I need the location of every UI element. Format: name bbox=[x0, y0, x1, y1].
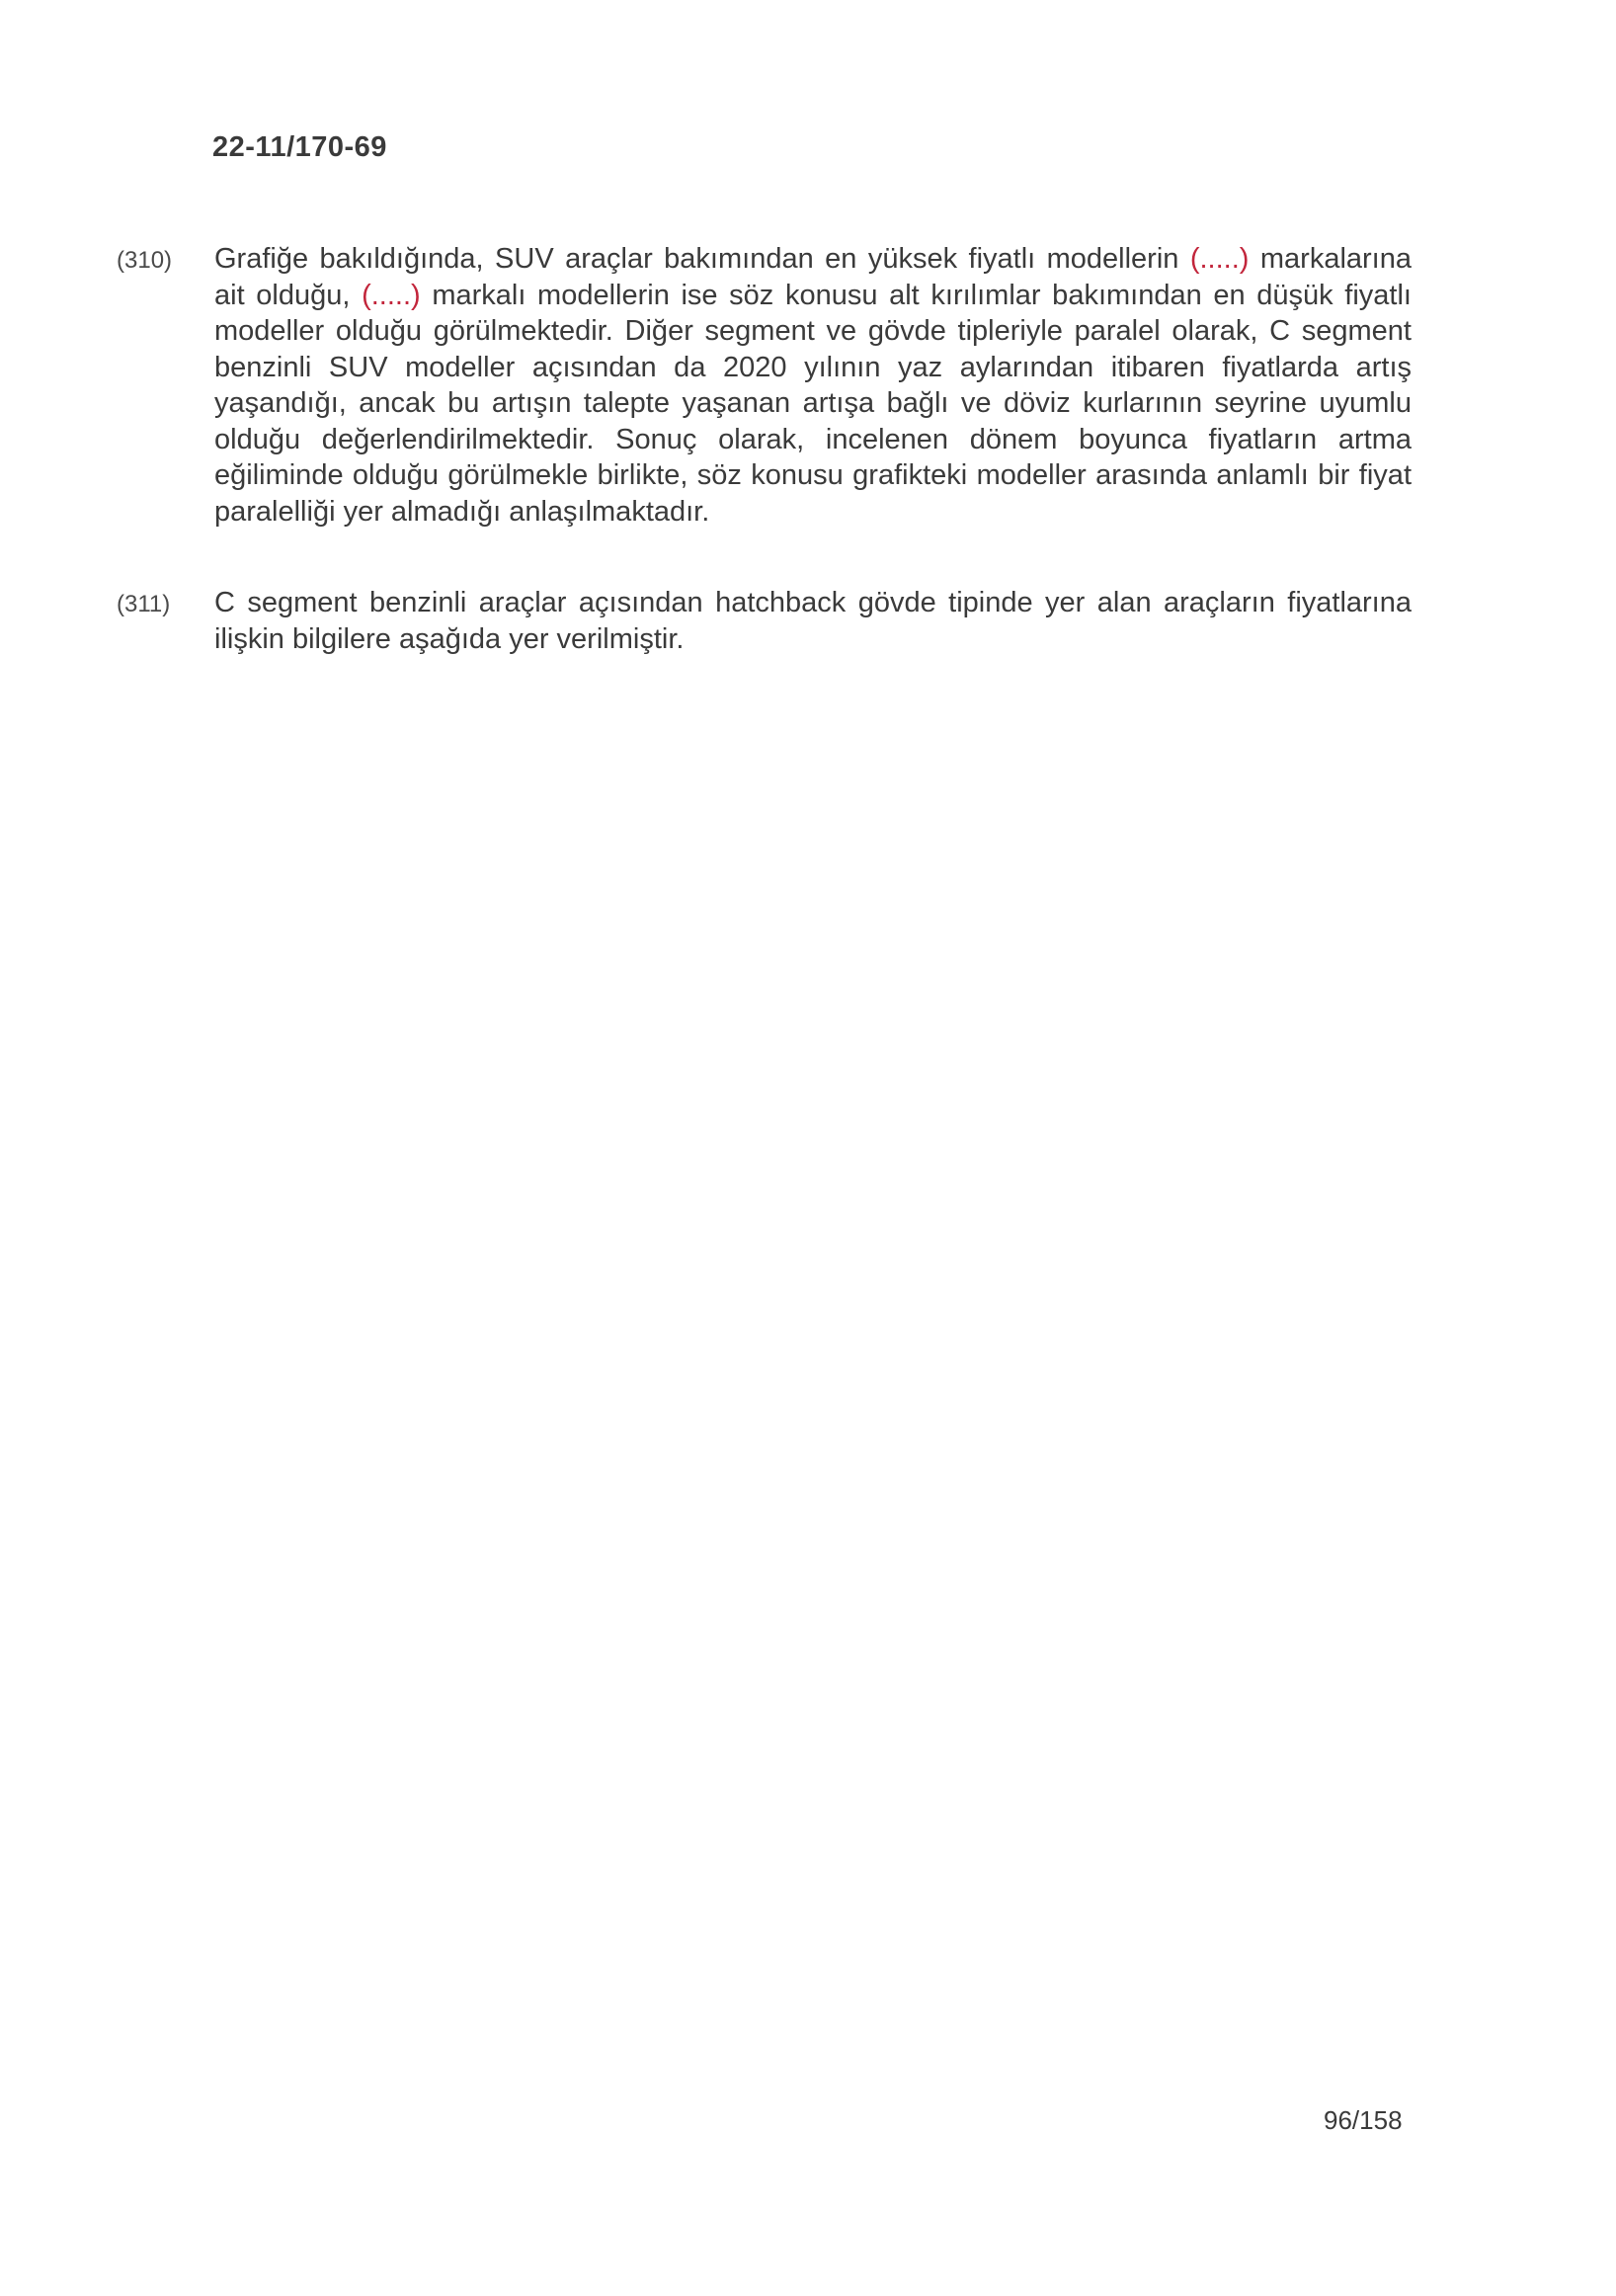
paragraph-number: (310) bbox=[117, 247, 173, 274]
page-number: 96/158 bbox=[1324, 2105, 1403, 2135]
text-segment: Grafiğe bakıldığında, SUV araçlar bakımından en yüksek fiyatlı modellerin bbox=[214, 243, 1190, 275]
paragraph-text bbox=[214, 241, 1412, 530]
text-segment: markalarına ait olduğu, bbox=[214, 243, 1412, 311]
redacted-brand-mark: (.....) bbox=[1189, 243, 1250, 275]
paragraph-text: C segment benzinli araçlar açısından hatchback gövde tipinde yer alan araçların fiyatlarına ilişkin bilgilere aşağıda yer verilmiştir. bbox=[214, 587, 1412, 655]
redacted-brand-mark: (.....) bbox=[362, 279, 421, 311]
document-number: 22-11/170-69 bbox=[212, 131, 387, 163]
paragraph-number: (311) bbox=[117, 591, 171, 617]
text-segment: markalı modellerin ise söz konusu alt kırılımlar bakımından en düşük fiyatlı modeller olduğu görülmektedir. Diğer segment ve gövde tipleriyle paralel olarak, C segment benzinli SUV modeller açısından da 2020 yılının yaz aylarından itibaren fiyatlarda artış yaşandığı, ancak bu artışın talepte yaşanan artışa bağlı ve döviz kurlarının seyrine uyumlu olduğu değerlendirilmektedir. Sonuç olarak, incelenen dönem boyunca fiyatların artma eğiliminde olduğu görülmekle birlikte, söz konusu grafikteki modeller arasında anlamlı bir fiyat paralelliği yer almadığı anlaşılmaktadır. bbox=[214, 279, 1412, 528]
